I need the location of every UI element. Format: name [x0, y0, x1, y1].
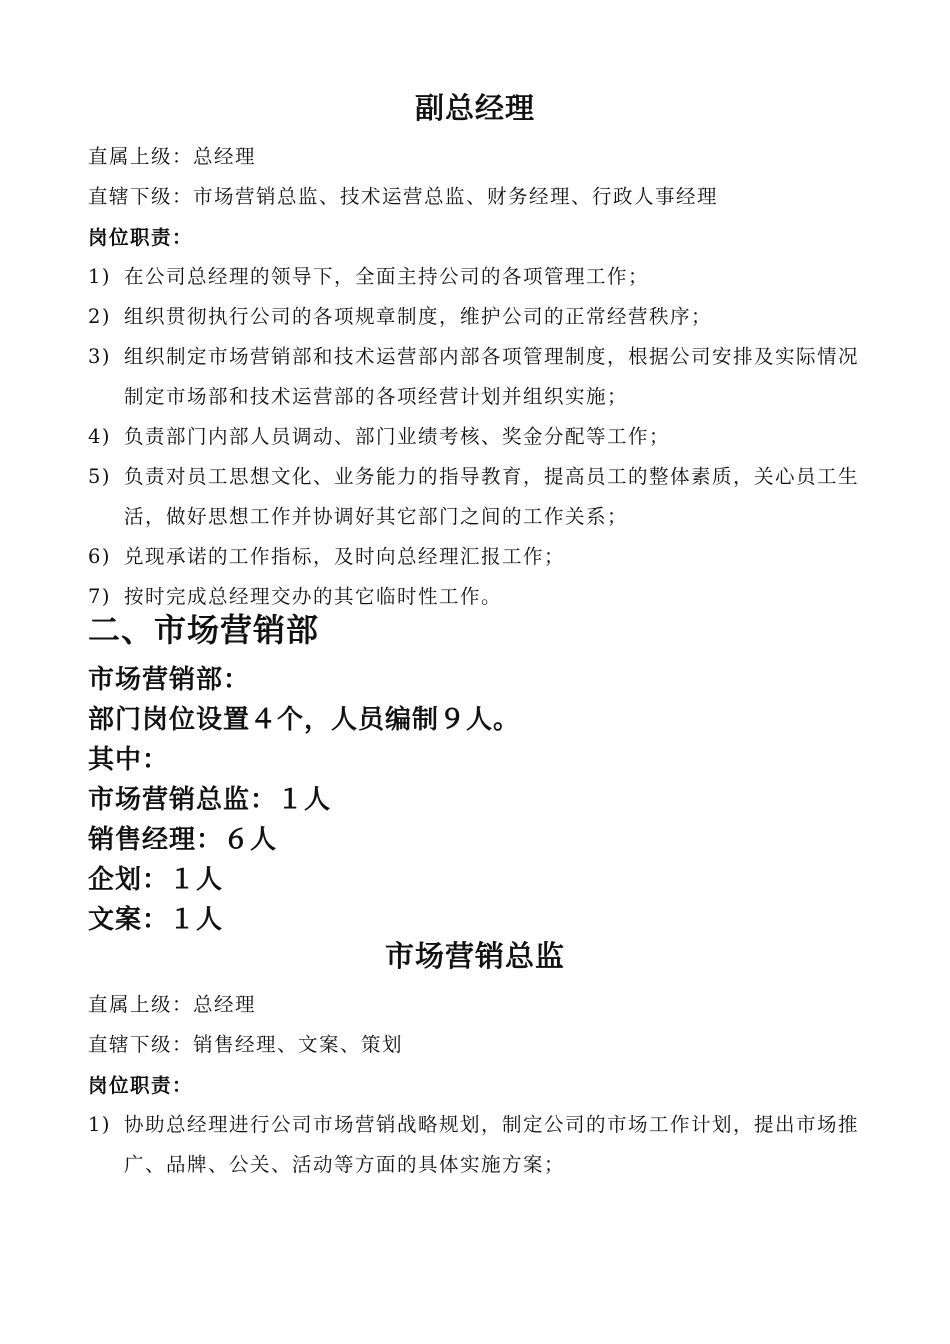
duty-text: 组织贯彻执行公司的各项规章制度，维护公司的正常经营秩序；: [124, 305, 713, 328]
duty-number: 5): [88, 465, 112, 488]
position-count: 销售经理：６人: [88, 825, 278, 855]
section-title-deputy-gm: 副总经理: [414, 91, 535, 125]
position-count: 市场营销总监：１人: [88, 785, 332, 815]
duty-item: [88, 457, 878, 537]
dept-setup: 部门岗位设置４个，人员编制９人。: [88, 705, 521, 735]
duty-item: [88, 337, 878, 417]
duty-text: 按时完成总经理交办的其它临时性工作。: [124, 585, 503, 608]
duty-text: 协助总经理进行公司市场营销战略规划，制定公司的市场工作计划，提出市场推广、品牌、公关、活动等方面的具体实施方案；: [124, 1113, 860, 1176]
duty-item: [88, 537, 878, 577]
duty-text: 负责部门内部人员调动、部门业绩考核、奖金分配等工作；: [124, 425, 671, 448]
duty-number: 3): [88, 345, 112, 368]
duty-text: 负责对员工思想文化、业务能力的指导教育，提高员工的整体素质，关心员工生活，做好思想工作并协调好其它部门之间的工作关系；: [124, 465, 860, 528]
section-heading-marketing-dept: 二、市场营销部: [88, 611, 320, 649]
duty-number: 1): [88, 265, 112, 288]
position-count: 文案：１人: [88, 905, 224, 935]
section-title-marketing-director: 市场营销总监: [384, 939, 565, 973]
duty-text: 组织制定市场营销部和技术运营部内部各项管理制度，根据公司安排及实际情况制定市场部和技术运营部的各项经营计划并组织实施；: [124, 345, 860, 408]
duty-item: [88, 257, 878, 297]
position-count: 企划：１人: [88, 865, 224, 895]
among-label: 其中：: [88, 745, 170, 775]
duty-item: [88, 297, 878, 337]
duties-heading: 岗位职责：: [88, 1074, 194, 1097]
duty-item: [88, 417, 878, 457]
duty-number: 7): [88, 585, 112, 608]
duties-heading: 岗位职责：: [88, 226, 194, 249]
direct-superior: 直属上级：总经理: [88, 993, 257, 1016]
duty-number: 4): [88, 425, 112, 448]
duty-text: 在公司总经理的领导下，全面主持公司的各项管理工作；: [124, 265, 650, 288]
duty-number: 2): [88, 305, 112, 328]
duty-number: 6): [88, 545, 112, 568]
direct-subordinates: 直辖下级：市场营销总监、技术运营总监、财务经理、行政人事经理: [88, 185, 719, 208]
direct-subordinates: 直辖下级：销售经理、文案、策划: [88, 1033, 404, 1056]
duty-item: [88, 1105, 878, 1185]
direct-superior: 直属上级：总经理: [88, 145, 257, 168]
dept-label: 市场营销部：: [88, 665, 251, 695]
duty-number: 1): [88, 1113, 112, 1136]
duty-text: 兑现承诺的工作指标，及时向总经理汇报工作；: [124, 545, 566, 568]
